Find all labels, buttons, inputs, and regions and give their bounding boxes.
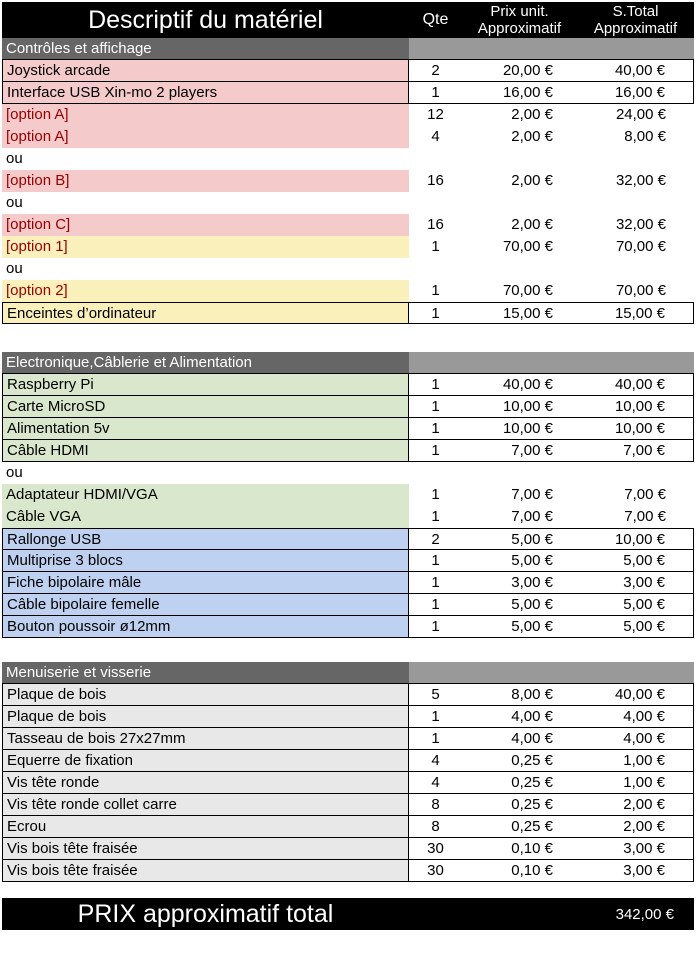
item-unit-price: 0,25 € bbox=[462, 816, 577, 838]
item-description bbox=[2, 794, 409, 816]
item-unit-price: 5,00 € bbox=[462, 528, 577, 550]
item-description bbox=[2, 550, 409, 572]
item-qty: 1 bbox=[409, 616, 462, 638]
item-subtotal: 32,00 € bbox=[615, 216, 666, 233]
item-description bbox=[2, 82, 409, 104]
item-label: Plaque de bois bbox=[7, 686, 107, 703]
section-title: Menuiserie et visserie bbox=[2, 662, 409, 683]
item-label: Joystick arcade bbox=[7, 62, 111, 79]
item-subtotal: 10,00 € bbox=[577, 418, 694, 440]
section-header bbox=[2, 662, 694, 684]
option-tag: [option 2] bbox=[6, 282, 68, 299]
column-header-subtotal bbox=[577, 3, 694, 37]
item-qty: 1 bbox=[409, 594, 462, 616]
item-label: Raspberry Pi bbox=[7, 376, 94, 393]
option-tag: [option B] bbox=[6, 172, 70, 189]
or-label: ou bbox=[6, 260, 23, 277]
table-row bbox=[2, 440, 694, 462]
item-description bbox=[2, 418, 409, 440]
item-description bbox=[2, 170, 409, 192]
table-row-or bbox=[2, 192, 694, 214]
item-qty: 1 bbox=[409, 572, 462, 594]
section-header bbox=[2, 352, 694, 374]
item-qty: 1 bbox=[409, 82, 462, 104]
item-unit-price: 10,00 € bbox=[462, 396, 577, 418]
item-description bbox=[2, 816, 409, 838]
item-qty: 1 bbox=[409, 728, 462, 750]
item-label: Fiche bipolaire mâle bbox=[7, 574, 142, 591]
table-row bbox=[2, 484, 694, 506]
item-qty: 2 bbox=[409, 528, 462, 550]
item-subtotal: 16,00 € bbox=[577, 82, 694, 104]
section-header-fill bbox=[409, 662, 694, 683]
table-row bbox=[2, 550, 694, 572]
item-qty: 1 bbox=[431, 508, 440, 525]
item-unit-price: 8,00 € bbox=[462, 684, 577, 706]
total-label: PRIX approximatif total bbox=[77, 899, 334, 928]
item-label: Rallonge USB bbox=[7, 531, 102, 548]
item-label: Tasseau de bois 27x27mm bbox=[7, 730, 186, 747]
item-qty: 8 bbox=[409, 794, 462, 816]
item-qty: 1 bbox=[409, 550, 462, 572]
item-description bbox=[2, 728, 409, 750]
table-row bbox=[2, 594, 694, 616]
table-row bbox=[2, 506, 694, 528]
table-row bbox=[2, 280, 694, 302]
item-subtotal: 10,00 € bbox=[577, 396, 694, 418]
item-subtotal: 40,00 € bbox=[577, 60, 694, 82]
item-subtotal: 70,00 € bbox=[615, 282, 666, 299]
item-qty: 4 bbox=[431, 128, 440, 145]
item-qty: 12 bbox=[427, 106, 444, 123]
total-bar bbox=[2, 898, 694, 930]
item-description bbox=[2, 440, 409, 462]
item-label: Multiprise 3 blocs bbox=[7, 552, 123, 569]
item-subtotal: 7,00 € bbox=[624, 508, 666, 525]
item-detail bbox=[12, 881, 408, 882]
item-unit-price: 70,00 € bbox=[502, 238, 553, 255]
item-subtotal: 5,00 € bbox=[577, 550, 694, 572]
item-qty: 5 bbox=[409, 684, 462, 706]
item-label: Vis tête ronde bbox=[7, 774, 100, 791]
table-row bbox=[2, 214, 694, 236]
item-subtotal: 24,00 € bbox=[615, 106, 666, 123]
item-qty: 4 bbox=[409, 772, 462, 794]
item-subtotal: 7,00 € bbox=[577, 440, 694, 462]
table-row bbox=[2, 104, 694, 126]
item-qty: 30 bbox=[409, 860, 462, 882]
item-subtotal: 5,00 € bbox=[577, 594, 694, 616]
table-row-or bbox=[2, 462, 694, 484]
table-row bbox=[2, 302, 694, 324]
item-subtotal: 3,00 € bbox=[577, 838, 694, 860]
item-label: Câble VGA bbox=[6, 508, 82, 525]
table-row-or bbox=[2, 148, 694, 170]
item-unit-price: 2,00 € bbox=[511, 106, 553, 123]
item-description bbox=[2, 104, 409, 126]
table-row bbox=[2, 528, 694, 550]
item-unit-price: 3,00 € bbox=[462, 572, 577, 594]
item-subtotal: 8,00 € bbox=[624, 128, 666, 145]
item-subtotal: 3,00 € bbox=[577, 860, 694, 882]
item-description bbox=[2, 236, 409, 258]
item-qty: 4 bbox=[409, 750, 462, 772]
row-fill bbox=[409, 148, 694, 170]
column-header-subtotal-line1: S.Total bbox=[612, 3, 659, 20]
item-description bbox=[2, 750, 409, 772]
item-subtotal: 1,00 € bbox=[577, 750, 694, 772]
item-subtotal: 70,00 € bbox=[615, 238, 666, 255]
item-unit-price: 5,00 € bbox=[462, 550, 577, 572]
item-unit-price: 16,00 € bbox=[462, 82, 577, 104]
item-unit-price: 40,00 € bbox=[462, 374, 577, 396]
row-fill bbox=[409, 192, 694, 214]
item-subtotal: 1,00 € bbox=[577, 772, 694, 794]
table-body bbox=[2, 38, 694, 898]
item-description bbox=[2, 616, 409, 638]
item-unit-price: 2,00 € bbox=[511, 216, 553, 233]
item-description bbox=[2, 302, 409, 324]
item-qty: 1 bbox=[431, 282, 440, 299]
column-header-qty: Qte bbox=[422, 11, 449, 28]
item-qty: 1 bbox=[409, 374, 462, 396]
item-subtotal: 32,00 € bbox=[615, 172, 666, 189]
column-header-unit-line2: Approximatif bbox=[477, 20, 562, 37]
item-description bbox=[2, 528, 409, 550]
item-unit-price: 0,25 € bbox=[462, 772, 577, 794]
item-label: Câble bipolaire femelle bbox=[7, 596, 160, 613]
table-row bbox=[2, 816, 694, 838]
item-label: Vis tête ronde collet carre bbox=[7, 796, 177, 813]
item-label: Ecrou bbox=[7, 818, 47, 835]
item-qty: 16 bbox=[427, 216, 444, 233]
row-fill bbox=[409, 462, 694, 484]
item-qty: 1 bbox=[409, 302, 462, 324]
item-qty: 1 bbox=[431, 486, 440, 503]
item-description bbox=[2, 772, 409, 794]
section-title: Electronique,Câblerie et Alimentation bbox=[2, 352, 409, 373]
item-qty: 16 bbox=[427, 172, 444, 189]
item-label: Interface USB Xin-mo 2 players bbox=[7, 84, 218, 101]
item-unit-price: 4,00 € bbox=[462, 728, 577, 750]
table-row bbox=[2, 126, 694, 148]
item-description bbox=[2, 572, 409, 594]
table-title: Descriptif du matériel bbox=[88, 5, 323, 34]
section-header bbox=[2, 38, 694, 60]
item-unit-price: 0,10 € bbox=[462, 838, 577, 860]
item-unit-price: 7,00 € bbox=[511, 486, 553, 503]
table-row bbox=[2, 418, 694, 440]
or-label: ou bbox=[6, 464, 23, 481]
item-unit-price: 5,00 € bbox=[462, 594, 577, 616]
item-unit-price: 7,00 € bbox=[511, 508, 553, 525]
item-label: Câble HDMI bbox=[7, 442, 89, 459]
item-description bbox=[2, 506, 409, 528]
item-unit-price: 70,00 € bbox=[502, 282, 553, 299]
column-header-subtotal-line2: Approximatif bbox=[593, 20, 678, 37]
item-subtotal: 4,00 € bbox=[577, 728, 694, 750]
section-gap bbox=[2, 882, 694, 898]
table-row bbox=[2, 750, 694, 772]
table-row-or bbox=[2, 258, 694, 280]
item-label: Carte MicroSD bbox=[7, 398, 106, 415]
table-row bbox=[2, 170, 694, 192]
item-unit-price: 2,00 € bbox=[511, 172, 553, 189]
item-subtotal: 5,00 € bbox=[577, 616, 694, 638]
item-description bbox=[2, 860, 409, 882]
item-qty: 1 bbox=[431, 238, 440, 255]
item-unit-price: 10,00 € bbox=[462, 418, 577, 440]
item-qty: 1 bbox=[409, 706, 462, 728]
item-subtotal: 7,00 € bbox=[624, 486, 666, 503]
item-qty: 1 bbox=[409, 418, 462, 440]
table-row bbox=[2, 728, 694, 750]
option-tag: [option C] bbox=[6, 216, 71, 233]
item-qty: 1 bbox=[409, 440, 462, 462]
column-header-unit-price bbox=[462, 3, 577, 37]
item-subtotal: 2,00 € bbox=[577, 794, 694, 816]
item-description bbox=[2, 706, 409, 728]
item-description bbox=[2, 214, 409, 236]
item-description bbox=[2, 684, 409, 706]
item-qty: 2 bbox=[409, 60, 462, 82]
item-description bbox=[2, 838, 409, 860]
item-unit-price: 15,00 € bbox=[462, 302, 577, 324]
table-row bbox=[2, 374, 694, 396]
item-unit-price: 0,10 € bbox=[462, 860, 577, 882]
table-row bbox=[2, 772, 694, 794]
table-row bbox=[2, 684, 694, 706]
item-qty: 1 bbox=[409, 396, 462, 418]
table-row bbox=[2, 838, 694, 860]
item-label: Adaptateur HDMI/VGA bbox=[6, 486, 158, 503]
or-label: ou bbox=[6, 194, 23, 211]
table-row bbox=[2, 82, 694, 104]
item-unit-price: 4,00 € bbox=[462, 706, 577, 728]
item-label: Equerre de fixation bbox=[7, 752, 133, 769]
section-gap bbox=[2, 638, 694, 662]
item-description bbox=[2, 396, 409, 418]
or-label: ou bbox=[6, 150, 23, 167]
item-detail bbox=[12, 637, 408, 638]
item-label: Alimentation 5v bbox=[7, 420, 110, 437]
row-fill bbox=[409, 258, 694, 280]
table-row bbox=[2, 706, 694, 728]
total-amount: 342,00 € bbox=[615, 905, 674, 923]
section-header-fill bbox=[409, 38, 694, 59]
item-qty: 8 bbox=[409, 816, 462, 838]
item-unit-price: 2,00 € bbox=[511, 128, 553, 145]
section-header-fill bbox=[409, 352, 694, 373]
item-subtotal: 40,00 € bbox=[577, 684, 694, 706]
table-header bbox=[2, 2, 694, 38]
item-description bbox=[2, 484, 409, 506]
item-unit-price: 0,25 € bbox=[462, 794, 577, 816]
item-subtotal: 4,00 € bbox=[577, 706, 694, 728]
option-tag: [option A] bbox=[6, 106, 69, 123]
item-unit-price: 0,25 € bbox=[462, 750, 577, 772]
table-row bbox=[2, 794, 694, 816]
section-title: Contrôles et affichage bbox=[2, 38, 409, 59]
item-subtotal: 40,00 € bbox=[577, 374, 694, 396]
option-tag: [option 1] bbox=[6, 238, 68, 255]
item-label: Vis bois tête fraisée bbox=[7, 840, 138, 857]
item-label: Bouton poussoir ø12mm bbox=[7, 618, 171, 635]
table-row bbox=[2, 236, 694, 258]
item-label: Enceintes d’ordinateur bbox=[7, 305, 157, 322]
table-row bbox=[2, 572, 694, 594]
table-row bbox=[2, 396, 694, 418]
column-header-unit-line1: Prix unit. bbox=[490, 3, 549, 20]
table-row bbox=[2, 60, 694, 82]
section-gap bbox=[2, 324, 694, 352]
item-unit-price: 20,00 € bbox=[462, 60, 577, 82]
table-row bbox=[2, 860, 694, 882]
item-description bbox=[2, 280, 409, 302]
item-subtotal: 2,00 € bbox=[577, 816, 694, 838]
item-label: Plaque de bois bbox=[7, 708, 107, 725]
option-tag: [option A] bbox=[6, 128, 69, 145]
item-unit-price: 7,00 € bbox=[462, 440, 577, 462]
item-subtotal: 15,00 € bbox=[577, 302, 694, 324]
table-row bbox=[2, 616, 694, 638]
item-subtotal: 10,00 € bbox=[577, 528, 694, 550]
item-subtotal: 3,00 € bbox=[577, 572, 694, 594]
item-label: Vis bois tête fraisée bbox=[7, 862, 138, 879]
item-unit-price: 5,00 € bbox=[462, 616, 577, 638]
item-description bbox=[2, 374, 409, 396]
item-description bbox=[2, 126, 409, 148]
item-description bbox=[2, 60, 409, 82]
item-qty: 30 bbox=[409, 838, 462, 860]
item-description bbox=[2, 594, 409, 616]
